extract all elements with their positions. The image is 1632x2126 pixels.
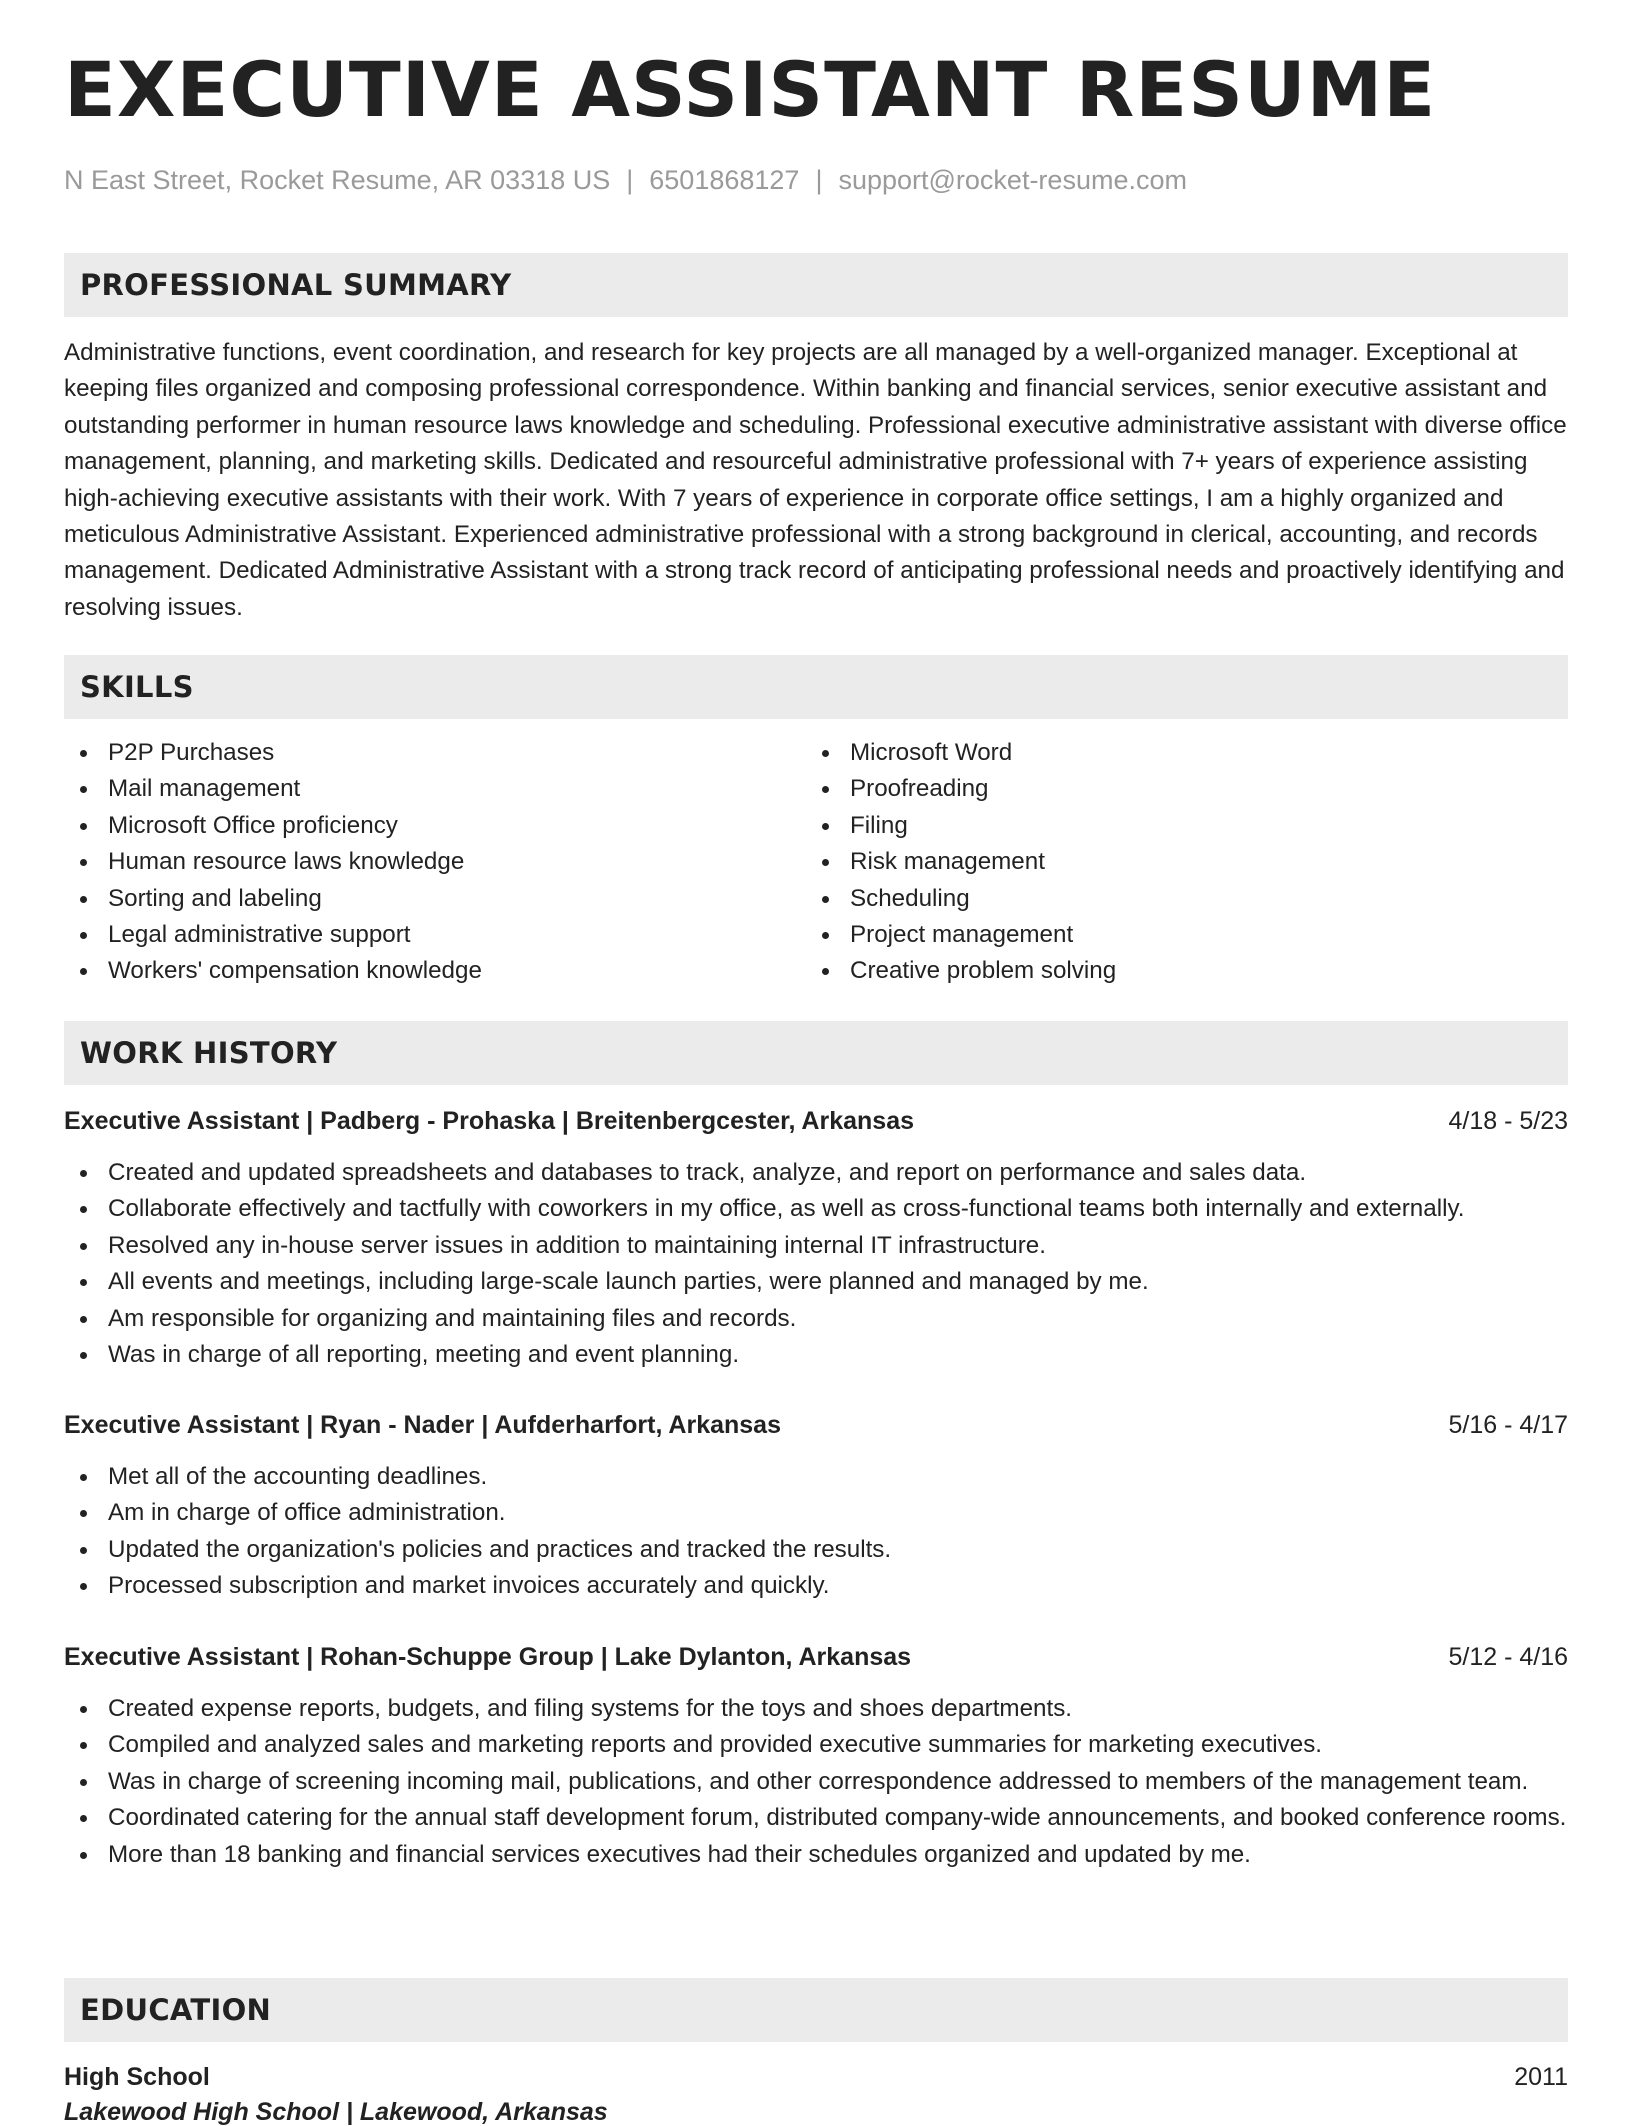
job-bullet: Met all of the accounting deadlines. [64, 1459, 1568, 1495]
job-bullet: Am responsible for organizing and maintaining files and records. [64, 1301, 1568, 1337]
skill-item: Microsoft Office proficiency [64, 808, 804, 844]
contact-separator: | [815, 165, 823, 195]
education-school: Lakewood High School | Lakewood, Arkansas [64, 2098, 608, 2126]
contact-email: support@rocket-resume.com [838, 165, 1187, 195]
job-bullet: More than 18 banking and financial services executives had their schedules organized and updated by me. [64, 1837, 1568, 1873]
job-bullet: Created expense reports, budgets, and filing systems for the toys and shoes departments. [64, 1691, 1568, 1727]
skill-item: Microsoft Word [806, 735, 1546, 771]
skill-item: Scheduling [806, 881, 1546, 917]
job-bullet: All events and meetings, including large-scale launch parties, were planned and managed by me. [64, 1264, 1568, 1300]
job-dates: 5/16 - 4/17 [1448, 1411, 1568, 1439]
job-header [64, 1109, 1568, 1134]
section-heading-education: EDUCATION [64, 1978, 1568, 2042]
education-year: 2011 [1514, 2063, 1568, 2091]
skills-list-right [806, 735, 1546, 990]
skill-item: Sorting and labeling [64, 881, 804, 917]
section-heading-skills: SKILLS [64, 655, 1568, 719]
section-heading-summary: PROFESSIONAL SUMMARY [64, 253, 1568, 317]
skills-list-left [64, 735, 804, 990]
job-bullet: Updated the organization's policies and practices and tracked the results. [64, 1532, 1568, 1568]
job-dates: 5/12 - 4/16 [1448, 1643, 1568, 1671]
education-degree: High School [64, 2063, 210, 2091]
job-title: Executive Assistant | Ryan - Nader | Aufderharfort, Arkansas [64, 1411, 781, 1439]
job-bullet: Was in charge of screening incoming mail, publications, and other correspondence addressed to members of the management team. [64, 1764, 1568, 1800]
job-title: Executive Assistant | Padberg - Prohaska | Breitenbergcester, Arkansas [64, 1107, 914, 1135]
job-bullet: Compiled and analyzed sales and marketing reports and provided executive summaries for marketing executives. [64, 1727, 1568, 1763]
skill-item: Filing [806, 808, 1546, 844]
job-title: Executive Assistant | Rohan-Schuppe Group | Lake Dylanton, Arkansas [64, 1643, 912, 1671]
education-header [64, 2065, 1568, 2090]
skill-item: P2P Purchases [64, 735, 804, 771]
contact-address: N East Street, Rocket Resume, AR 03318 US [64, 165, 611, 195]
contact-phone: 6501868127 [649, 165, 800, 195]
skill-item: Risk management [806, 844, 1546, 880]
contact-separator: | [626, 165, 634, 195]
resume-title: EXECUTIVE ASSISTANT RESUME [64, 45, 1437, 134]
job-bullet: Collaborate effectively and tactfully with coworkers in my office, as well as cross-functional teams both internally and externally. [64, 1191, 1568, 1227]
skill-item: Workers' compensation knowledge [64, 953, 804, 989]
job-bullet-list [64, 1155, 1568, 1373]
job-bullet-list [64, 1691, 1568, 1873]
job-bullet: Created and updated spreadsheets and databases to track, analyze, and report on performance and sales data. [64, 1155, 1568, 1191]
skill-item: Creative problem solving [806, 953, 1546, 989]
job-bullet: Processed subscription and market invoices accurately and quickly. [64, 1568, 1568, 1604]
job-header [64, 1645, 1568, 1670]
job-bullet: Coordinated catering for the annual staff development forum, distributed company-wide announcements, and booked conference rooms. [64, 1800, 1568, 1836]
skill-item: Legal administrative support [64, 917, 804, 953]
section-heading-work-history: WORK HISTORY [64, 1021, 1568, 1085]
job-bullet: Am in charge of office administration. [64, 1495, 1568, 1531]
skill-item: Mail management [64, 771, 804, 807]
job-bullet: Was in charge of all reporting, meeting and event planning. [64, 1337, 1568, 1373]
skill-item: Project management [806, 917, 1546, 953]
job-bullet: Resolved any in-house server issues in addition to maintaining internal IT infrastructure. [64, 1228, 1568, 1264]
job-header [64, 1413, 1568, 1438]
skill-item: Proofreading [806, 771, 1546, 807]
job-bullet-list [64, 1459, 1568, 1605]
contact-line [64, 167, 1187, 194]
job-dates: 4/18 - 5/23 [1448, 1107, 1568, 1135]
skill-item: Human resource laws knowledge [64, 844, 804, 880]
summary-text: Administrative functions, event coordination, and research for key projects are all managed by a well-organized manager. Exceptional at keeping files organized and composing professional correspondence. Within banking and financial services, senior executive assistant and outstanding performer in human resource laws knowledge and scheduling. Professional executive administrative assistant with diverse office management, planning, and marketing skills. Dedicated and resourceful administrative professional with 7+ years of experience assisting high-achieving executive assistants with their work. With 7 years of experience in corporate office settings, I am a highly organized and meticulous Administrative Assistant. Experienced administrative professional with a strong background in clerical, accounting, and records management. Dedicated Administrative Assistant with a strong track record of anticipating professional needs and proactively identifying and resolving issues. [64, 339, 1567, 621]
